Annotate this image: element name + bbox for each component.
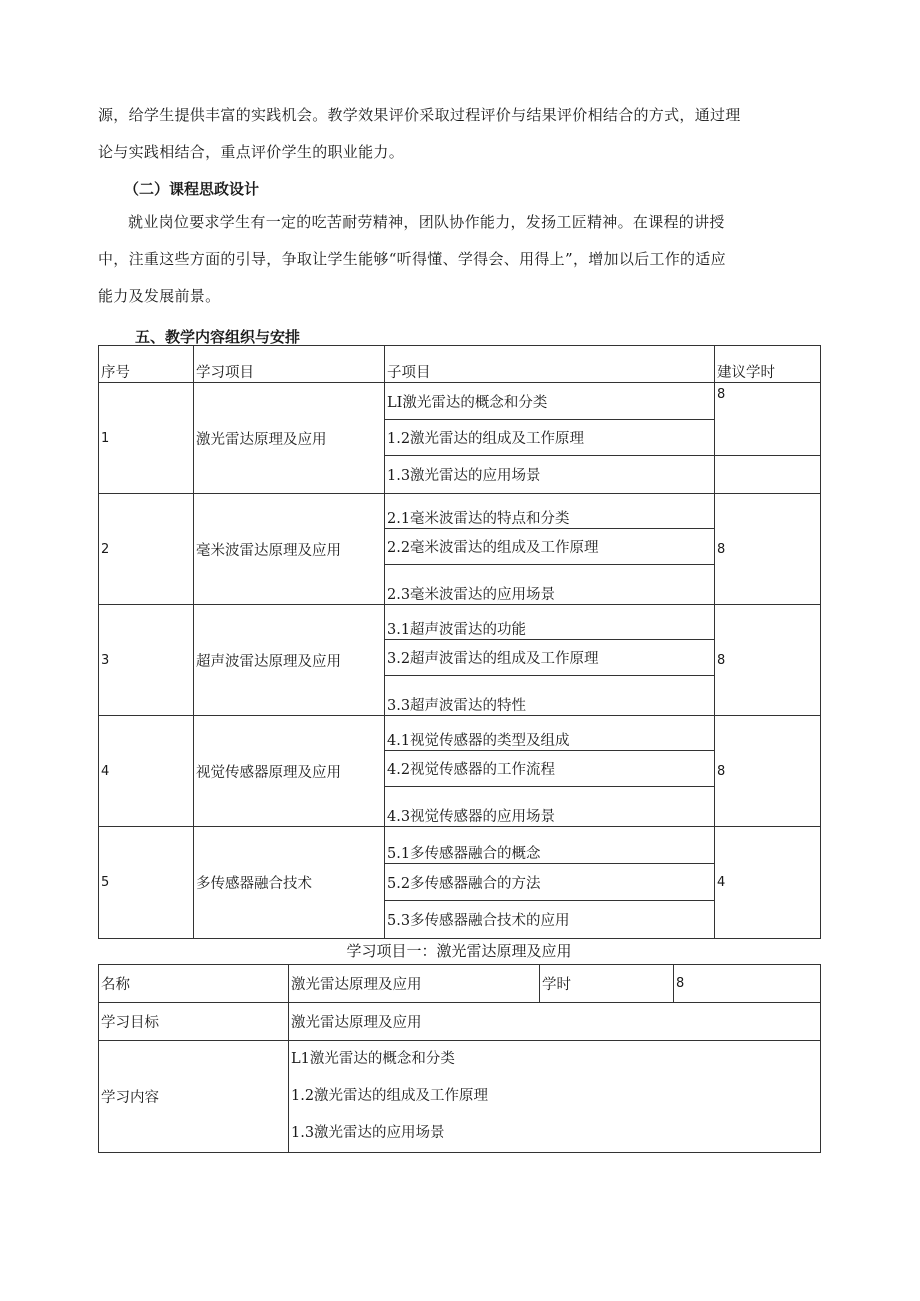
row-3-no: 3: [99, 605, 194, 716]
content-item-3: 1.3激光雷达的应用场景: [291, 1125, 445, 1141]
ideology-line-1: 就业岗位要求学生有一定的吃苦耐劳精神，团队协作能力，发扬工匠精神。在课程的讲授: [128, 213, 725, 231]
schedule-header-row: [99, 346, 821, 383]
row-3-hours: 8: [715, 605, 821, 716]
row-5-no: 5: [99, 827, 194, 939]
row-1-sub-1: LI激光雷达的概念和分类: [385, 383, 715, 420]
hours-value: 8: [674, 965, 821, 1003]
row-4-project: 视觉传感器原理及应用: [194, 716, 385, 827]
content-cell: [289, 1041, 821, 1153]
row-4-sub-1: 4.1视觉传感器的类型及组成: [385, 716, 715, 751]
table-row: [99, 605, 821, 640]
schedule-table: [98, 345, 821, 939]
ideology-line-2: 中，注重这些方面的引导，争取让学生能够“听得懂、学得会、用得上”，增加以后工作的适应: [98, 250, 726, 268]
row-2-no: 2: [99, 494, 194, 605]
row-5-hours: 4: [715, 827, 821, 939]
intro-line-1: 源，给学生提供丰富的实践机会。教学效果评价采取过程评价与结果评价相结合的方式，通过理: [98, 106, 741, 124]
row-3-sub-2: 3.2超声波雷达的组成及工作原理: [385, 640, 715, 676]
header-sub: 子项目: [385, 346, 715, 383]
row-3-sub-3: 3.3超声波雷达的特性: [385, 676, 715, 716]
content-label: 学习内容: [99, 1041, 289, 1153]
row-4-no: 4: [99, 716, 194, 827]
intro-line-2: 论与实践相结合，重点评价学生的职业能力。: [98, 143, 405, 161]
goal-value: 激光雷达原理及应用: [289, 1003, 821, 1041]
row-4-sub-3: 4.3视觉传感器的应用场景: [385, 787, 715, 827]
row-3-project: 超声波雷达原理及应用: [194, 605, 385, 716]
row-1-hours: 8: [715, 383, 821, 456]
row-5-sub-3: 5.3多传感器融合技术的应用: [385, 901, 715, 939]
header-no: 序号: [99, 346, 194, 383]
table-row: [99, 494, 821, 529]
row-1-hours-empty: [715, 456, 821, 494]
row-1-no: 1: [99, 383, 194, 494]
row-1-sub-3: 1.3激光雷达的应用场景: [385, 456, 715, 494]
row-4-sub-2: 4.2视觉传感器的工作流程: [385, 751, 715, 787]
row-2-hours: 8: [715, 494, 821, 605]
table-row: [99, 383, 821, 420]
row-5-project: 多传感器融合技术: [194, 827, 385, 939]
ideology-heading: （二）课程思政设计: [124, 180, 260, 198]
name-label: 名称: [99, 965, 289, 1003]
row-2-project: 毫米波雷达原理及应用: [194, 494, 385, 605]
header-project: 学习项目: [194, 346, 385, 383]
row-1-project: 激光雷达原理及应用: [194, 383, 385, 494]
content-item-2: 1.2激光雷达的组成及工作原理: [291, 1088, 489, 1104]
table-row: [99, 827, 821, 864]
name-value: 激光雷达原理及应用: [289, 965, 540, 1003]
ideology-line-3: 能力及发展前景。: [98, 287, 221, 305]
row-5-sub-2: 5.2多传感器融合的方法: [385, 864, 715, 901]
row-2-sub-1: 2.1毫米波雷达的特点和分类: [385, 494, 715, 529]
content-item-1: L1激光雷达的概念和分类: [291, 1051, 455, 1067]
row-2-sub-3: 2.3毫米波雷达的应用场景: [385, 565, 715, 605]
row-5-sub-1: 5.1多传感器融合的概念: [385, 827, 715, 864]
row-2-sub-2: 2.2毫米波雷达的组成及工作原理: [385, 529, 715, 565]
header-hours: 建议学时: [715, 346, 821, 383]
project1-table: [98, 964, 821, 1153]
project1-caption: 学习项目一：激光雷达原理及应用: [346, 942, 572, 960]
goal-label: 学习目标: [99, 1003, 289, 1041]
row-4-hours: 8: [715, 716, 821, 827]
hours-label: 学时: [540, 965, 674, 1003]
section5-heading: 五、教学内容组织与安排: [135, 328, 301, 346]
table-row: [99, 716, 821, 751]
row-1-sub-2: 1.2激光雷达的组成及工作原理: [385, 420, 715, 456]
row-3-sub-1: 3.1超声波雷达的功能: [385, 605, 715, 640]
